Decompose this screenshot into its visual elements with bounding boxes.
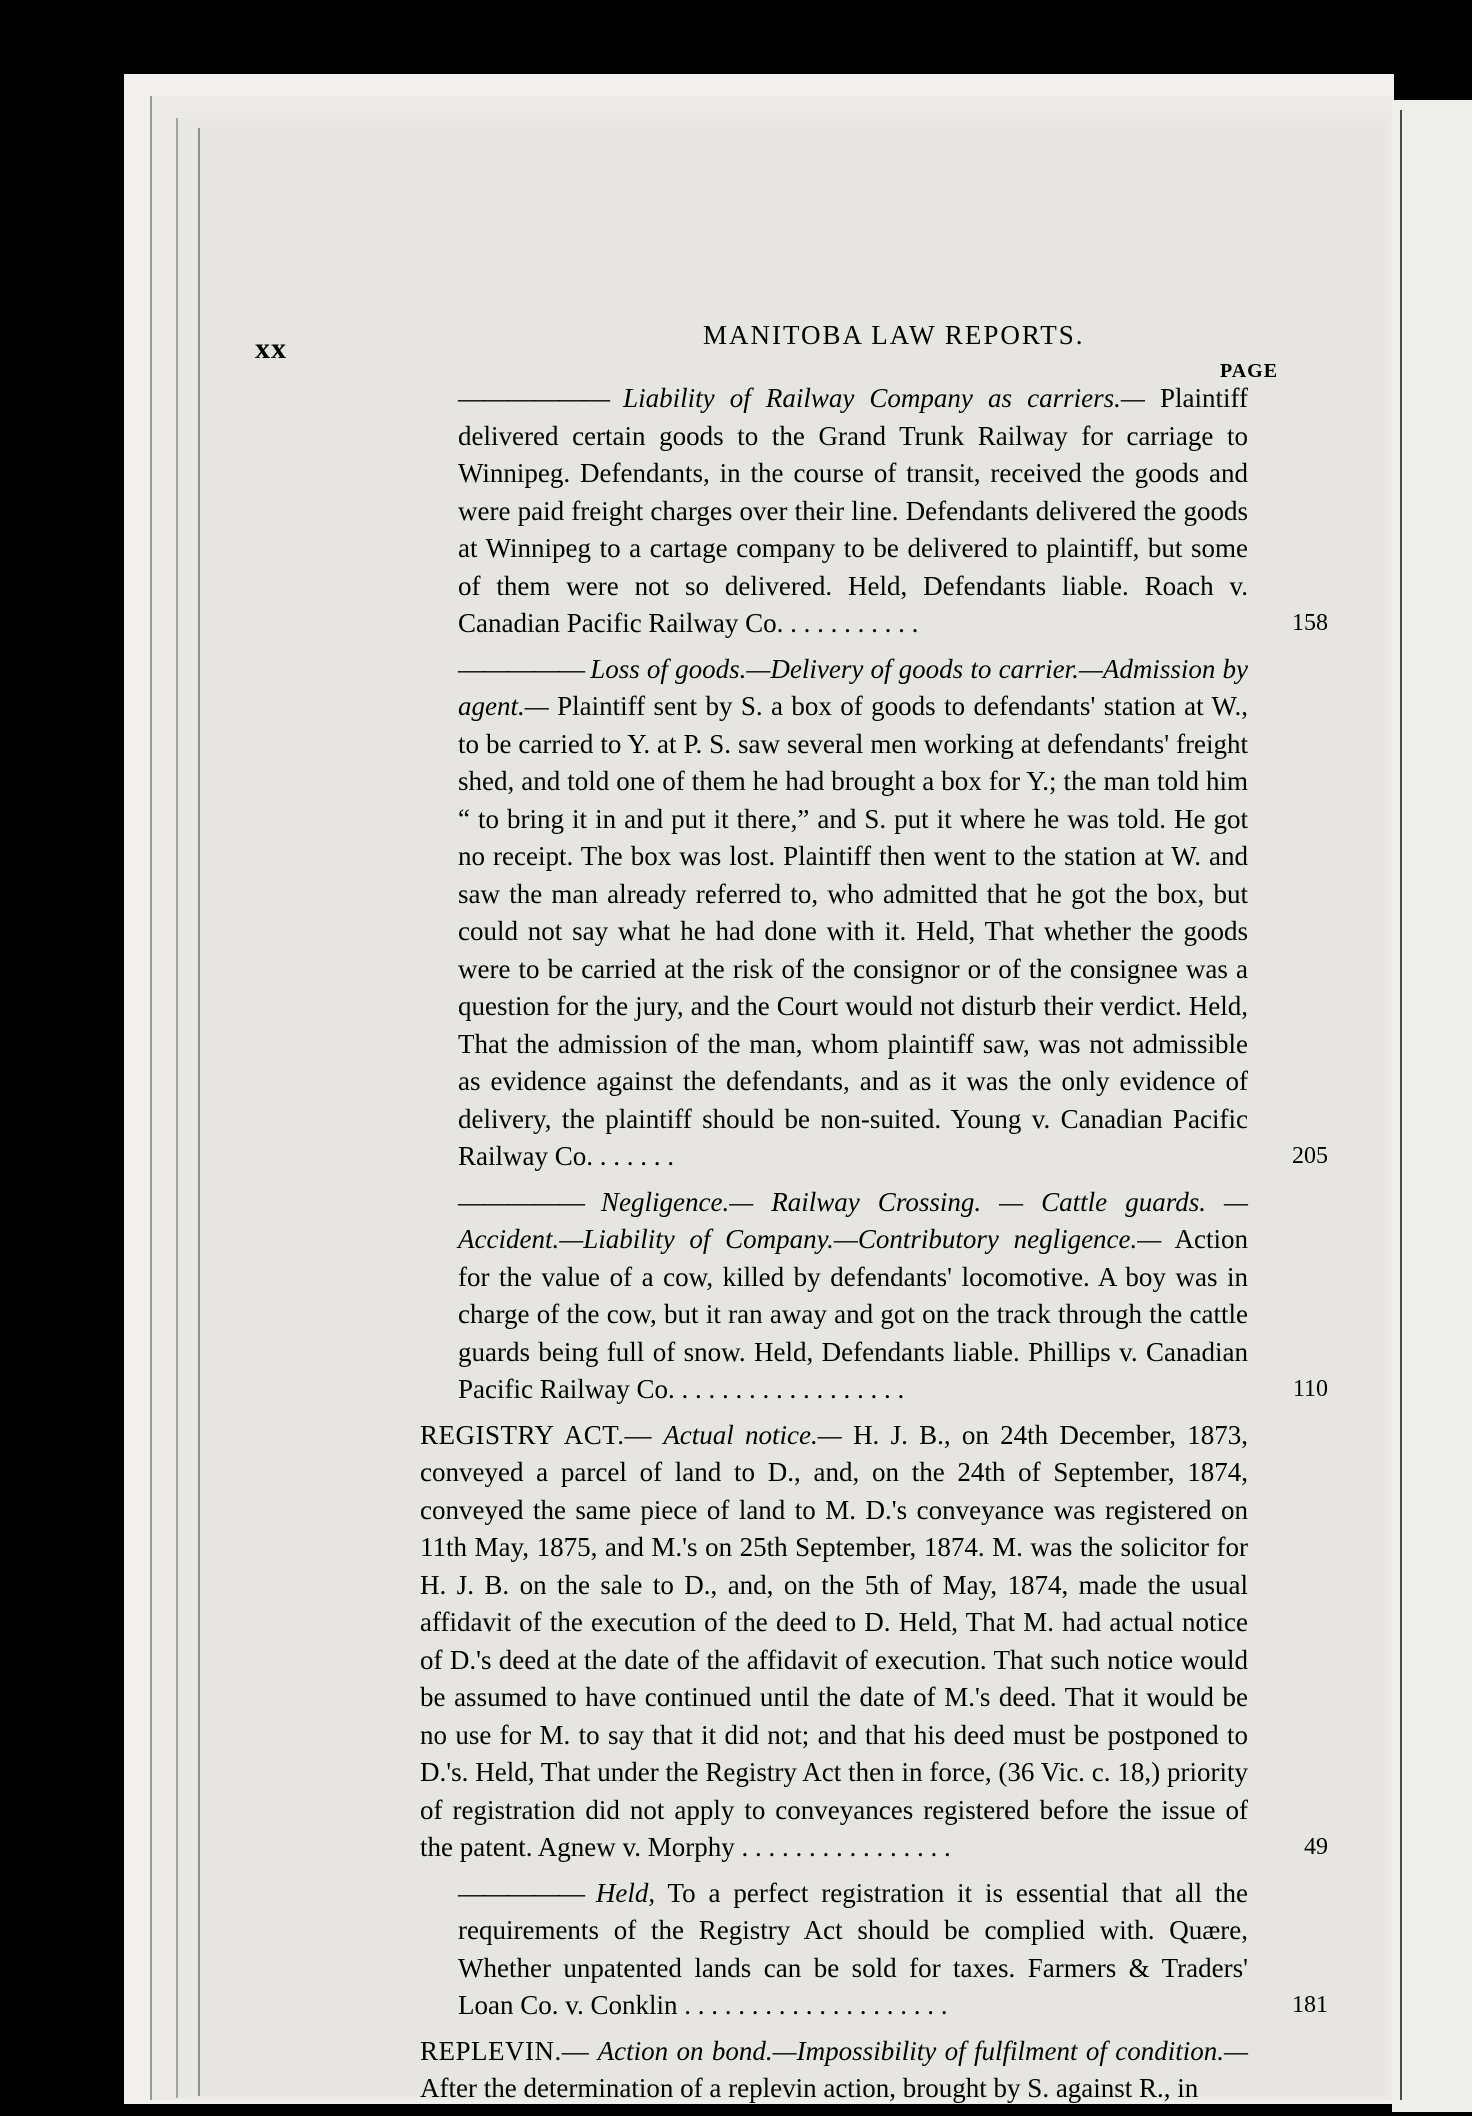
entry-page: 110 bbox=[1292, 1376, 1328, 1402]
page-header bbox=[255, 320, 1285, 380]
entry-lead: ————— bbox=[458, 1877, 583, 1908]
entry-lead: ————— bbox=[458, 653, 583, 684]
entry-body: Action for the value of a cow, killed by defendants' locomotive. A boy was in charge of the cow, but it ran away and got on the track through the cattle guards being full of snow. Held, Defendants liable. Phillips v. Canadian Pacific Railway Co. . . . . . . . . . . . . . . . . . bbox=[458, 1224, 1248, 1404]
facing-page-edge bbox=[1392, 100, 1472, 2112]
entry-page: 158 bbox=[1292, 610, 1328, 636]
entry-page: 181 bbox=[1292, 1992, 1328, 2018]
page-number: xx bbox=[255, 332, 287, 365]
index-entry bbox=[420, 2033, 1248, 2108]
page-column-label: PAGE bbox=[1220, 360, 1279, 382]
entry-body: To a perfect registration it is essential that all the requirements of the Registry Act should be complied with. Quære, Whether unpatented lands can be sold for taxes. Farmers & Traders' Loan Co. v. Conklin . . . . . . . . . . . . . . . . . . . . bbox=[458, 1877, 1249, 2020]
entry-page: 205 bbox=[1292, 1143, 1328, 1169]
entry-title: Held, bbox=[595, 1877, 656, 1908]
entry-title: Action on bond.—Impossibility of fulfilment of condition.— bbox=[597, 2035, 1248, 2066]
entry-body: Plaintiff delivered certain goods to the Grand Trunk Railway for carriage to Winnipeg. Defendants, in the course of transit, received the goods and were paid freight charges over their line. Defendants delivered the goods at Winnipeg to a cartage company to be delivered to plaintiff, but some of them were not so delivered. Held, Defendants liable. Roach v. Canadian Pacific Railway Co. . . . . . . . . . . bbox=[458, 383, 1248, 638]
index-entry bbox=[458, 651, 1328, 1176]
running-head: MANITOBA LAW REPORTS. bbox=[703, 320, 1085, 350]
entry-lead: —————— bbox=[458, 383, 608, 413]
entry-title: Liability of Railway Company as carriers.— bbox=[623, 383, 1145, 413]
index-entries bbox=[420, 380, 1328, 2116]
gutter-line bbox=[1400, 110, 1402, 2100]
index-entry bbox=[458, 1875, 1328, 2025]
entry-page: 49 bbox=[1304, 1834, 1328, 1860]
index-entry bbox=[458, 380, 1328, 643]
entry-lead: REPLEVIN.— bbox=[420, 2035, 590, 2066]
entry-lead: REGISTRY ACT.— bbox=[420, 1419, 653, 1450]
index-entry bbox=[420, 1417, 1328, 1867]
entry-title: Actual notice.— bbox=[663, 1419, 842, 1450]
entry-body: H. J. B., on 24th December, 1873, conveyed a parcel of land to D., and, on the 24th of September, 1874, conveyed the same piece of land to M. D.'s conveyance was registered on 11th May, 1875, and M.'s on 25th September, 1874. M. was the solicitor for H. J. B. on the sale to D., and, on the 5th of May, 1874, made the usual affidavit of the execution of the deed to D. Held, That M. had actual notice of D.'s deed at the date of the affidavit of execution. That such notice would be assumed to have continued until the date of M.'s deed. That it would be no use for M. to say that it did not; and that his deed must be postponed to D.'s. Held, That under the Registry Act then in force, (36 Vic. c. 18,) priority of registration did not apply to conveyances registered before the issue of the patent. Agnew v. Morphy . . . . . . . . . . . . . . . . bbox=[420, 1419, 1248, 1862]
entry-title: Negligence.— Railway Crossing. — Cattle guards. — Accident.—Liability of Company.—Contributory negligence.— bbox=[458, 1186, 1249, 1254]
entry-body: After the determination of a replevin action, brought by S. against R., in bbox=[420, 2073, 1199, 2103]
entry-body: Plaintiff sent by S. a box of goods to defendants' station at W., to be carried to Y. at P. S. saw several men working at defendants' freight shed, and told one of them he had brought a box for Y.; the man told him “ to bring it in and put it there,” and S. put it where he was told. He got no receipt. The box was lost. Plaintiff then went to the station at W. and saw the man already referred to, who admitted that he got the box, but could not say what he had done with it. Held, That whether the goods were to be carried at the risk of the consignor or of the consignee was a question for the jury, and the Court would not disturb their verdict. Held, That the admission of the man, whom plaintiff saw, was not admissible as evidence against the defendants, and as it was the only evidence of delivery, the plaintiff should be non-suited. Young v. Canadian Pacific Railway Co. . . . . . . bbox=[458, 691, 1249, 1171]
entry-title: Loss of goods.—Delivery of goods to carrier.—Admission by agent.— bbox=[458, 653, 1248, 721]
entry-lead: ————— bbox=[458, 1186, 583, 1217]
index-entry bbox=[458, 1184, 1328, 1409]
